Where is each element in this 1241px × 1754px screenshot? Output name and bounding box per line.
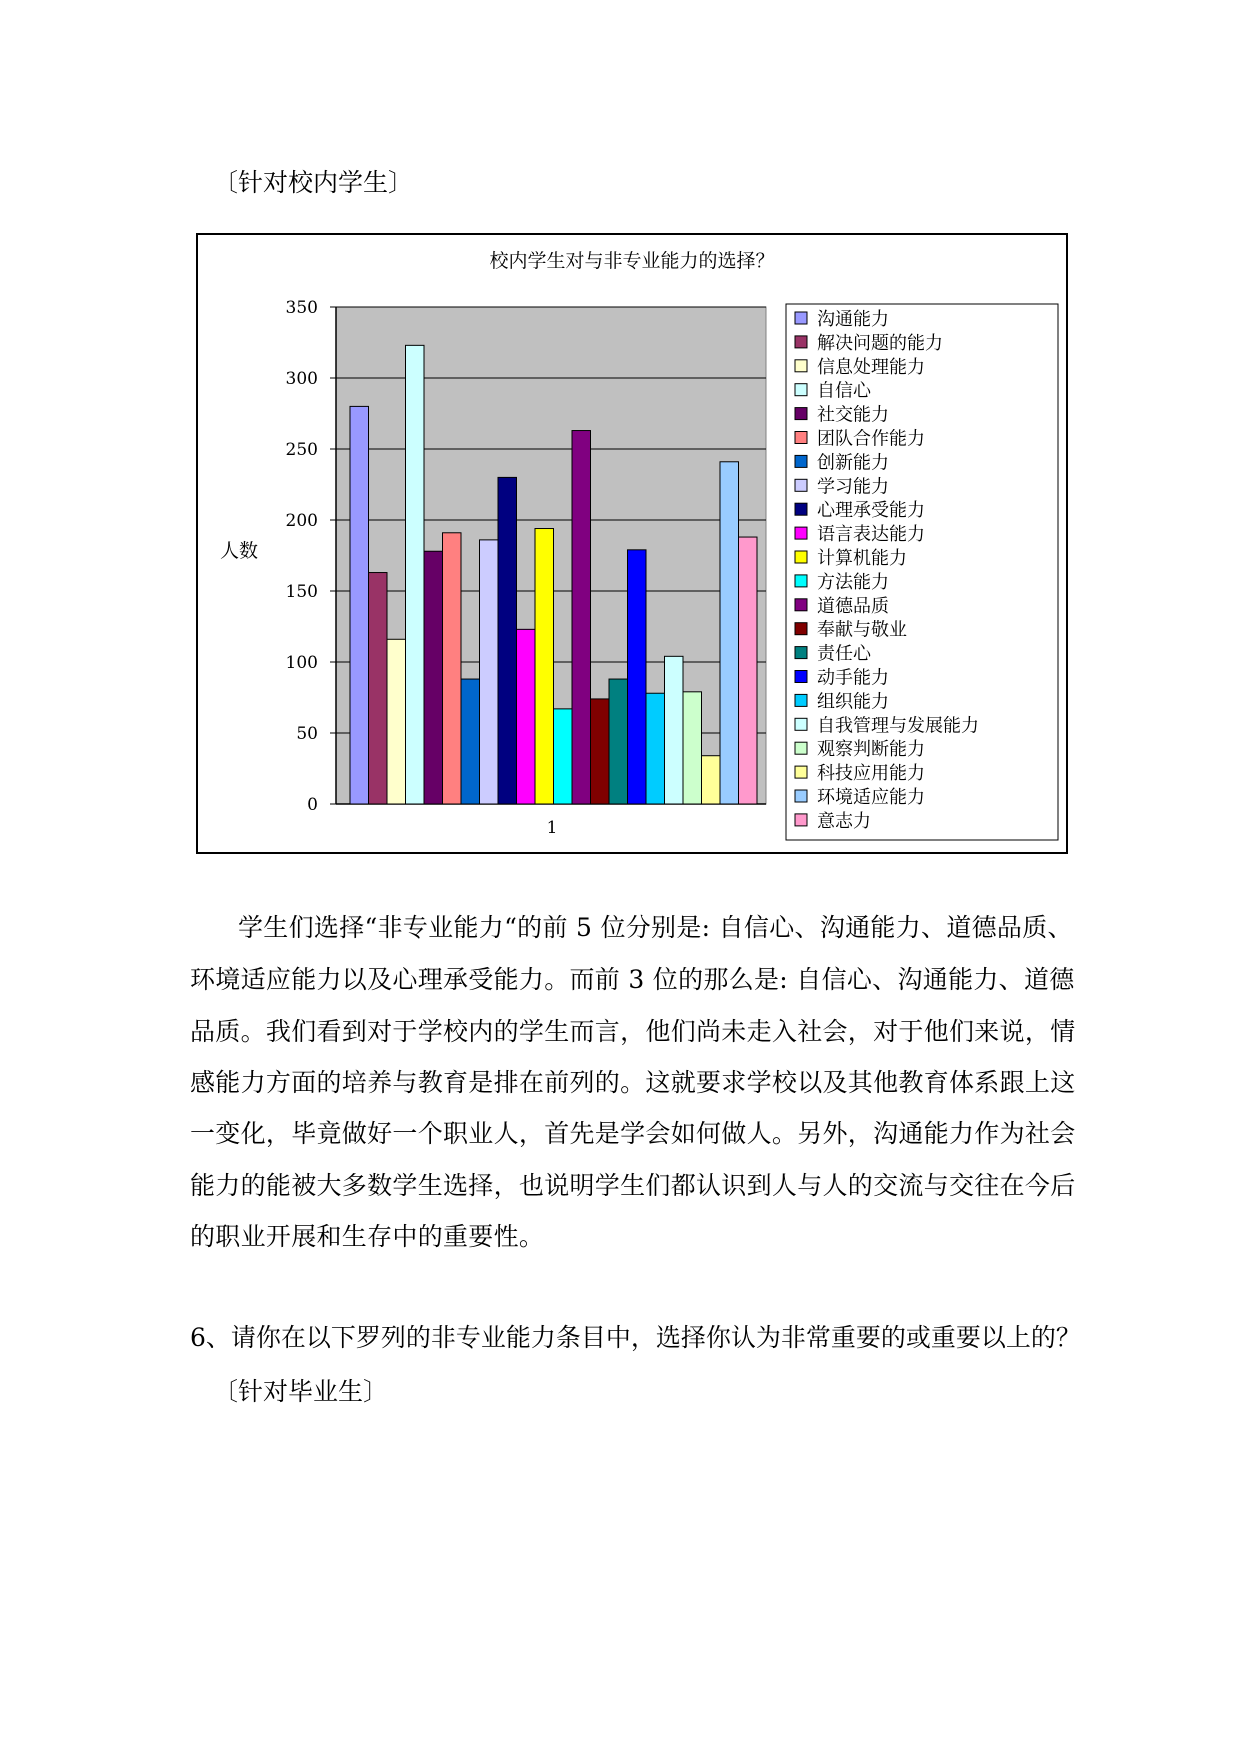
footer-note: 〔针对毕业生〕 <box>213 1377 389 1406</box>
y-tick-label: 100 <box>285 653 318 673</box>
bar <box>683 692 702 804</box>
legend-entry: 解决问题的能力 <box>817 332 943 354</box>
bar <box>739 537 758 804</box>
legend-swatch <box>795 384 807 396</box>
plot-area <box>286 298 766 815</box>
legend-swatch <box>795 623 807 635</box>
legend-swatch <box>795 766 807 778</box>
legend-entry: 动手能力 <box>817 667 889 689</box>
paragraph-line: 感能力方面的培养与教育是排在前列的。这就要求学校以及其他教育体系跟上这 <box>190 1068 1076 1097</box>
legend-entry: 创新能力 <box>817 452 889 474</box>
legend-swatch <box>795 408 807 420</box>
y-tick-label: 50 <box>296 724 318 744</box>
legend-swatch <box>795 575 807 587</box>
bar <box>443 533 462 804</box>
bar <box>406 345 425 804</box>
legend-swatch <box>795 790 807 802</box>
legend <box>786 304 1058 840</box>
legend-swatch <box>795 718 807 730</box>
legend-entry: 计算机能力 <box>817 548 907 569</box>
legend-entry: 沟通能力 <box>817 309 889 330</box>
legend-entry: 道德品质 <box>817 595 889 617</box>
y-tick-label: 150 <box>285 582 318 602</box>
legend-swatch <box>795 814 807 826</box>
bar <box>720 462 739 804</box>
legend-entry: 语言表达能力 <box>817 524 925 546</box>
question-text: 6、请你在以下罗列的非专业能力条目中，选择你认为非常重要的或重要以上的？ <box>190 1323 1081 1352</box>
bar <box>350 406 369 804</box>
bar <box>554 709 573 804</box>
legend-entry: 观察判断能力 <box>817 739 925 761</box>
legend-swatch <box>795 336 807 348</box>
legend-swatch <box>795 479 807 491</box>
legend-entry: 学习能力 <box>817 476 889 498</box>
bar <box>702 756 721 804</box>
bar <box>424 551 443 804</box>
legend-swatch <box>795 360 807 372</box>
legend-entry: 社交能力 <box>817 404 889 426</box>
bar <box>480 540 499 804</box>
bar <box>628 550 647 804</box>
y-tick-label: 350 <box>285 298 318 318</box>
x-category-label: 1 <box>546 818 558 838</box>
chart-frame <box>196 233 1068 854</box>
header-note: 〔针对校内学生〕 <box>213 168 414 197</box>
legend-entry: 责任心 <box>817 643 871 665</box>
legend-swatch <box>795 455 807 467</box>
legend-swatch <box>795 551 807 563</box>
paragraph-line: 能力的能被大多数学生选择，也说明学生们都认识到人与人的交流与交往在今后 <box>190 1171 1076 1200</box>
legend-swatch <box>795 503 807 515</box>
paragraph-line: 一变化，毕竟做好一个职业人，首先是学会如何做人。另外，沟通能力作为社会 <box>190 1119 1076 1148</box>
paragraph-line: 环境适应能力以及心理承受能力。而前 3 位的那么是: 自信心、沟通能力、道德 <box>190 965 1075 994</box>
legend-swatch <box>795 527 807 539</box>
bar <box>591 699 610 804</box>
legend-entry: 团队合作能力 <box>817 428 925 450</box>
legend-swatch <box>795 432 807 444</box>
legend-entry: 奉献与敬业 <box>817 619 907 641</box>
bar <box>572 431 591 804</box>
legend-swatch <box>795 671 807 683</box>
y-tick-label: 0 <box>307 795 318 815</box>
y-tick-label: 300 <box>285 369 318 389</box>
paragraph-line: 的职业开展和生存中的重要性。 <box>190 1222 545 1251</box>
y-tick-label: 200 <box>285 511 318 531</box>
chart-title: 校内学生对与非专业能力的选择？ <box>489 250 775 272</box>
legend-swatch <box>795 694 807 706</box>
paragraph-line: 学生们选择“非专业能力“的前 5 位分别是: 自信心、沟通能力、道德品质、 <box>238 913 1073 942</box>
legend-swatch <box>795 742 807 754</box>
bar <box>498 477 517 804</box>
legend-swatch <box>795 599 807 611</box>
bar <box>369 573 388 804</box>
legend-entry: 信息处理能力 <box>817 356 925 378</box>
legend-entry: 意志力 <box>817 810 871 832</box>
bar <box>535 529 554 804</box>
legend-entry: 自我管理与发展能力 <box>817 715 979 737</box>
y-tick-label: 250 <box>285 440 318 460</box>
legend-entry: 心理承受能力 <box>817 500 925 522</box>
bar <box>609 679 628 804</box>
legend-entry: 环境适应能力 <box>817 787 925 808</box>
legend-entry: 组织能力 <box>817 691 889 713</box>
bar <box>387 639 406 804</box>
bar-chart <box>198 235 1066 852</box>
bar <box>517 629 536 804</box>
paragraph-line: 品质。我们看到对于学校内的学生而言，他们尚未走入社会，对于他们来说，情 <box>190 1017 1076 1046</box>
y-axis-label: 人数 <box>220 540 259 562</box>
legend-swatch <box>795 647 807 659</box>
legend-entry: 自信心 <box>817 380 871 402</box>
bar <box>665 656 684 804</box>
legend-entry: 科技应用能力 <box>817 763 925 785</box>
legend-swatch <box>795 312 807 324</box>
legend-entry: 方法能力 <box>817 571 889 593</box>
bar <box>646 693 665 804</box>
bar <box>461 679 480 804</box>
